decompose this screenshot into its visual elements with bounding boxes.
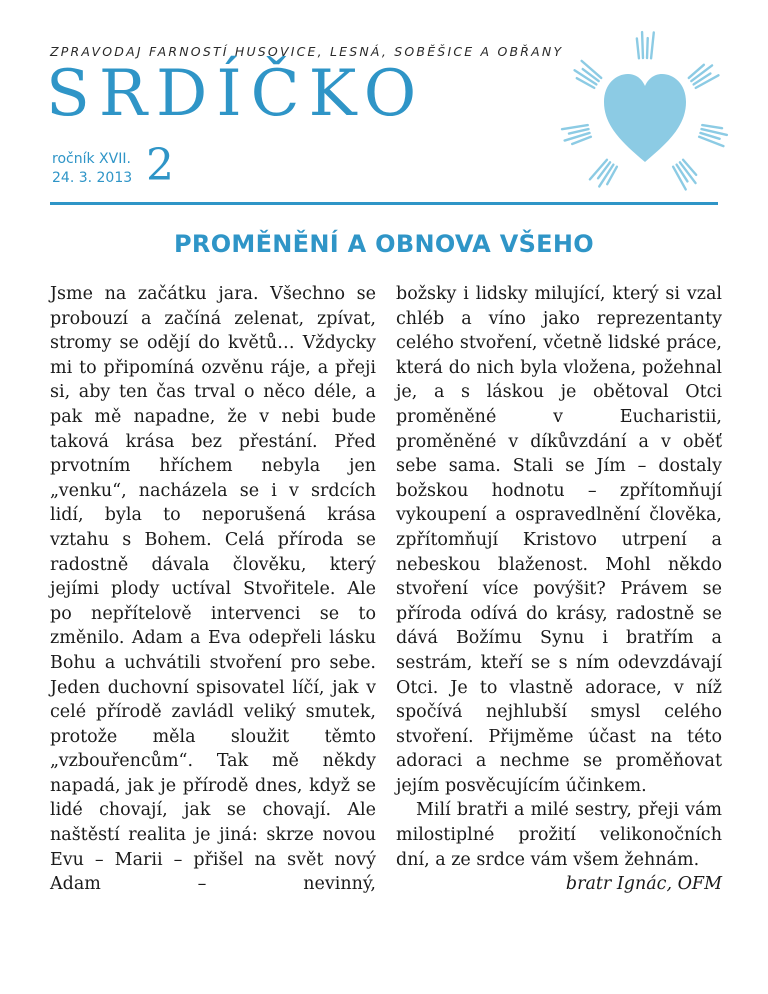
logo-ray [647,38,648,58]
article-column-1 [50,282,376,897]
article-paragraph-2: Milí bratři a milé sestry, přeji vám milostiplné prožití velikonočních dní, a ze srdce vám všem žehnám. [396,800,722,870]
article-headline: PROMĚNĚNÍ A OBNOVA VŠEHO [174,230,594,258]
article-paragraph-1b: božsky i lidsky milující, který si vzal chléb a víno jako reprezentanty celého stvoření, včetně lidské práce, která do nich byla vložena, požehnal je, a s láskou je obětoval Otci proměněné v Eucharistii, proměněné v díkůvzdání a v oběť sebe sama. Stali se Jím – dostaly božskou hodnotu – zpřítomňují vykoupení a ospravedlnění člověka, zpřítomňují Kristovo utrpení a nebeskou blaženost. Mohl někdo stvoření více povýšit? Právem se příroda odívá do krásy, radostně se dává Božímu Synu i bratřím a sestrám, kteří se s ním odevzdávají Otci. Je to vlastně adorace, v níž spočívá nejhlubší smysl celého stvoření. Přijměme účast na této adoraci a nechme se proměňovat jejím posvěcujícím účinkem. [396,284,722,796]
heart-shape [604,74,686,162]
issue-info [52,150,132,188]
radiant-heart-icon [560,30,730,192]
logo-ray [637,38,639,58]
masthead-title: SRDÍČKO [46,57,426,131]
issue-number: 2 [146,140,174,191]
logo-ray [677,165,688,182]
logo-ray [562,125,588,129]
logo-ray [651,32,654,58]
header-divider [50,202,718,205]
logo-ray [577,78,594,88]
issue-date: 24. 3. 2013 [52,170,133,186]
logo-ray [702,125,722,128]
article-paragraph-1a: Jsme na začátku jara. Všechno se probouzí a začíná zelenat, zpívat, stromy se odějí do květů… Vždycky mi to připomíná ozvěnu ráje, a přeji si, aby ten čas trval o něco déle, a pak mě napadne, že v nebi bude taková krása bez přestání. Před prvotním hříchem nebyla jen „venku“, nacházela se i v srdcích lidí, byla to neporušená krása vztahu s Bohem. Celá příroda se radostně dávala člověku, který jejími plody uctíval Stvořitele. Ale po nepřítelově intervenci se to změnilo. Adam a Eva odepřeli lásku Bohu a uchvátili stvoření pro sebe. Jeden duchovní spisovatel líčí, jak v celé přírodě zavládl veliký smutek, protože měla sloužit těmto „vzbouřencům“. Tak mě někdy napadá, jak je přírodě dnes, když se lidé chovají, jak se chovají. Ale naštěstí realita je jiná: skrze novou Evu – Marii – přišel na svět nový Adam – nevinný, [50,284,376,895]
logo-ray [569,129,588,133]
article-signature: bratr Ignác, OFM [565,874,722,895]
volume-label: ročník XVII. [52,151,131,167]
logo-ray [607,167,617,184]
article-column-2 [396,282,722,897]
logo-ray [642,32,643,58]
logo-ray [694,74,711,85]
newsletter-kicker: ZPRAVODAJ FARNOSTÍ HUSOVICE, LESNÁ, SOBĚŠICE A OBŘANY [50,44,564,59]
